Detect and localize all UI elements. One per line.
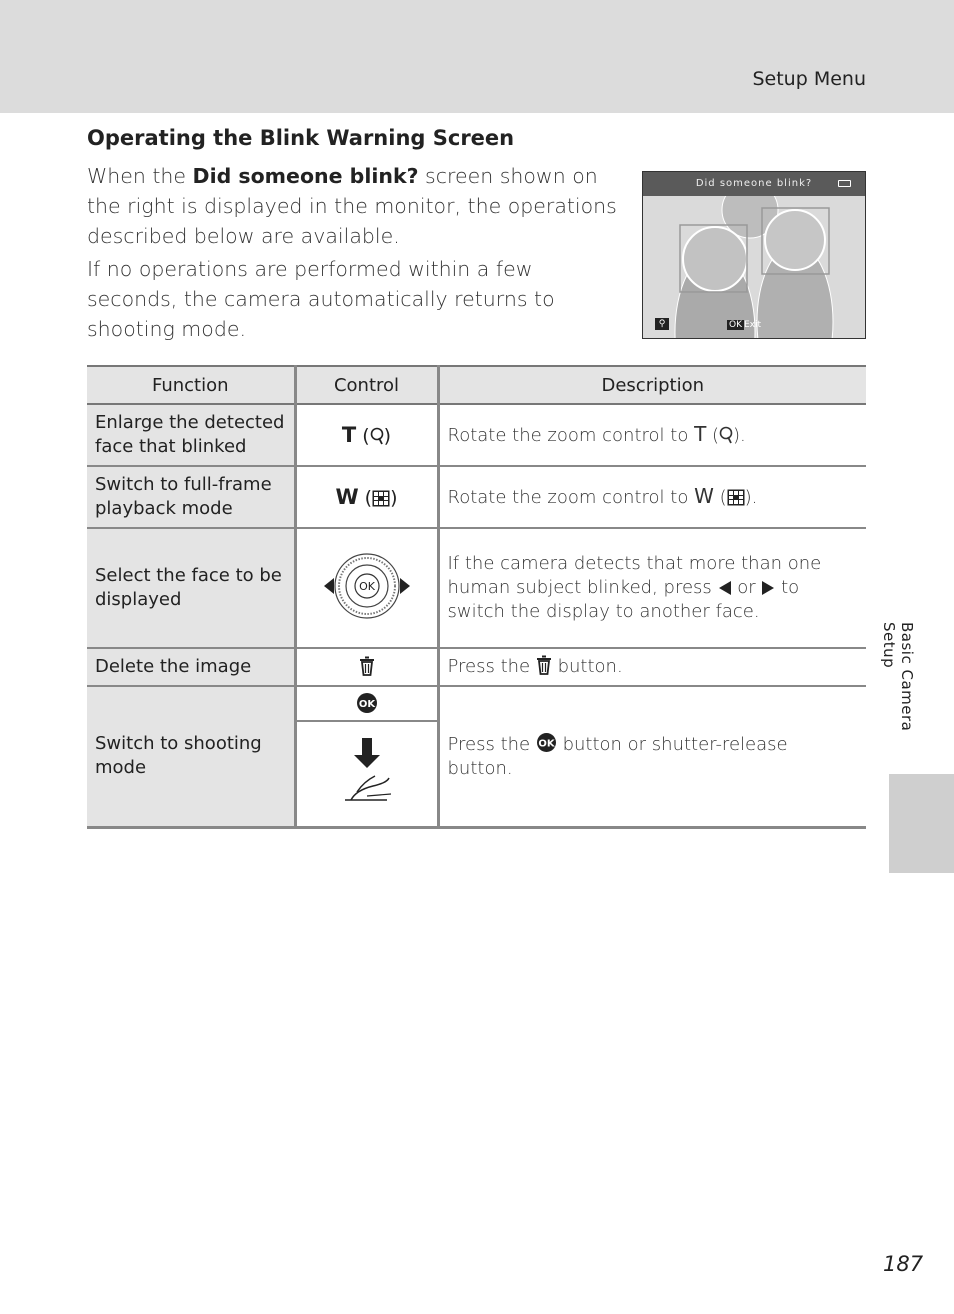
- trash-icon: [359, 656, 375, 676]
- control-cell: [295, 528, 438, 648]
- intro-p1-before: When the: [87, 164, 193, 188]
- magnify-icon: ⚲: [655, 318, 669, 330]
- header-title: Setup Menu: [752, 68, 866, 90]
- header-function: Function: [87, 366, 295, 404]
- camera-exit-hint: [727, 320, 761, 330]
- description-cell: Rotate the zoom control to T ( ).: [438, 404, 866, 466]
- desc-text-end: ).: [744, 487, 758, 508]
- table-row: [87, 648, 866, 686]
- table-row: [87, 686, 866, 721]
- desc-text-end: ).: [733, 425, 746, 446]
- trash-icon: [536, 655, 552, 675]
- camera-screen-title-bar: [643, 172, 865, 196]
- intro-text: [87, 161, 617, 347]
- intro-p1-bold: Did someone blink?: [192, 164, 419, 188]
- svg-text:OK: OK: [358, 579, 375, 593]
- page-header: [0, 0, 954, 113]
- control-cell: T ( ): [295, 404, 438, 466]
- intro-paragraph-1: [87, 161, 617, 251]
- function-cell: Switch to shooting mode: [87, 686, 295, 827]
- battery-icon: [838, 180, 851, 187]
- operations-table: [87, 365, 866, 829]
- zoom-in-icon: [719, 426, 733, 444]
- control-cell: W ( ): [295, 466, 438, 528]
- left-arrow-icon: [718, 580, 732, 596]
- desc-text-mid: or: [731, 577, 762, 598]
- side-label: Basic Camera Setup: [880, 622, 916, 732]
- control-cell: [295, 686, 438, 721]
- control-letter: W: [335, 485, 359, 509]
- faces-illustration: [643, 172, 865, 338]
- table-row: [87, 466, 866, 528]
- desc-text: Press the: [447, 656, 536, 677]
- svg-text:OK: OK: [538, 738, 555, 750]
- intro-p1-after: screen shown on the right is displayed in the monitor, the operations described below are available.: [87, 164, 617, 248]
- desc-text: Rotate the zoom control to: [447, 425, 695, 446]
- camera-ok-label: OK: [729, 320, 742, 330]
- zoom-in-icon: [370, 427, 384, 445]
- description-cell: Rotate the zoom control to W ( ).: [438, 466, 866, 528]
- intro-paragraph-2: If no operations are performed within a few seconds, the camera automatically returns to shooting mode.: [87, 257, 555, 341]
- camera-screen-illustration: [642, 171, 866, 339]
- description-cell: [438, 686, 866, 827]
- camera-screen-title: Did someone blink?: [695, 178, 813, 189]
- shutter-release-icon: [337, 734, 397, 808]
- ok-button-icon: [356, 692, 378, 714]
- side-tab: [889, 774, 954, 873]
- section-title: Operating the Blink Warning Screen: [87, 126, 515, 150]
- page-number: 187: [883, 1252, 924, 1276]
- desc-letter: T: [694, 422, 707, 446]
- table-header-row: [87, 366, 866, 404]
- control-cell: [295, 648, 438, 686]
- desc-text: Rotate the zoom control to: [447, 487, 695, 508]
- desc-text-end: button or shutter-release button.: [447, 733, 788, 779]
- thumbnail-icon: [372, 490, 390, 507]
- header-control: Control: [295, 366, 438, 404]
- svg-text:OK: OK: [358, 698, 375, 710]
- function-cell: Switch to full-frame playback mode: [87, 466, 295, 528]
- camera-exit-label: Exit: [744, 320, 762, 330]
- header-description: Description: [438, 366, 866, 404]
- control-letter: T: [341, 423, 357, 447]
- function-cell: Enlarge the detected face that blinked: [87, 404, 295, 466]
- table-row: [87, 528, 866, 648]
- desc-text-end: to switch the display to another face.: [447, 577, 800, 622]
- desc-text-end: button.: [551, 656, 623, 677]
- function-cell: Delete the image: [87, 648, 295, 686]
- table-row: [87, 404, 866, 466]
- multi-selector-icon: [322, 548, 412, 624]
- function-cell: Select the face to be displayed: [87, 528, 295, 648]
- desc-text: If the camera detects that more than one human subject blinked, press: [447, 553, 822, 598]
- description-cell: [438, 528, 866, 648]
- thumbnail-icon: [727, 489, 745, 506]
- desc-letter: W: [694, 484, 714, 508]
- right-arrow-icon: [761, 580, 775, 596]
- control-cell: [295, 721, 438, 827]
- desc-text: Press the: [447, 733, 536, 755]
- description-cell: [438, 648, 866, 686]
- ok-button-icon: [536, 732, 557, 753]
